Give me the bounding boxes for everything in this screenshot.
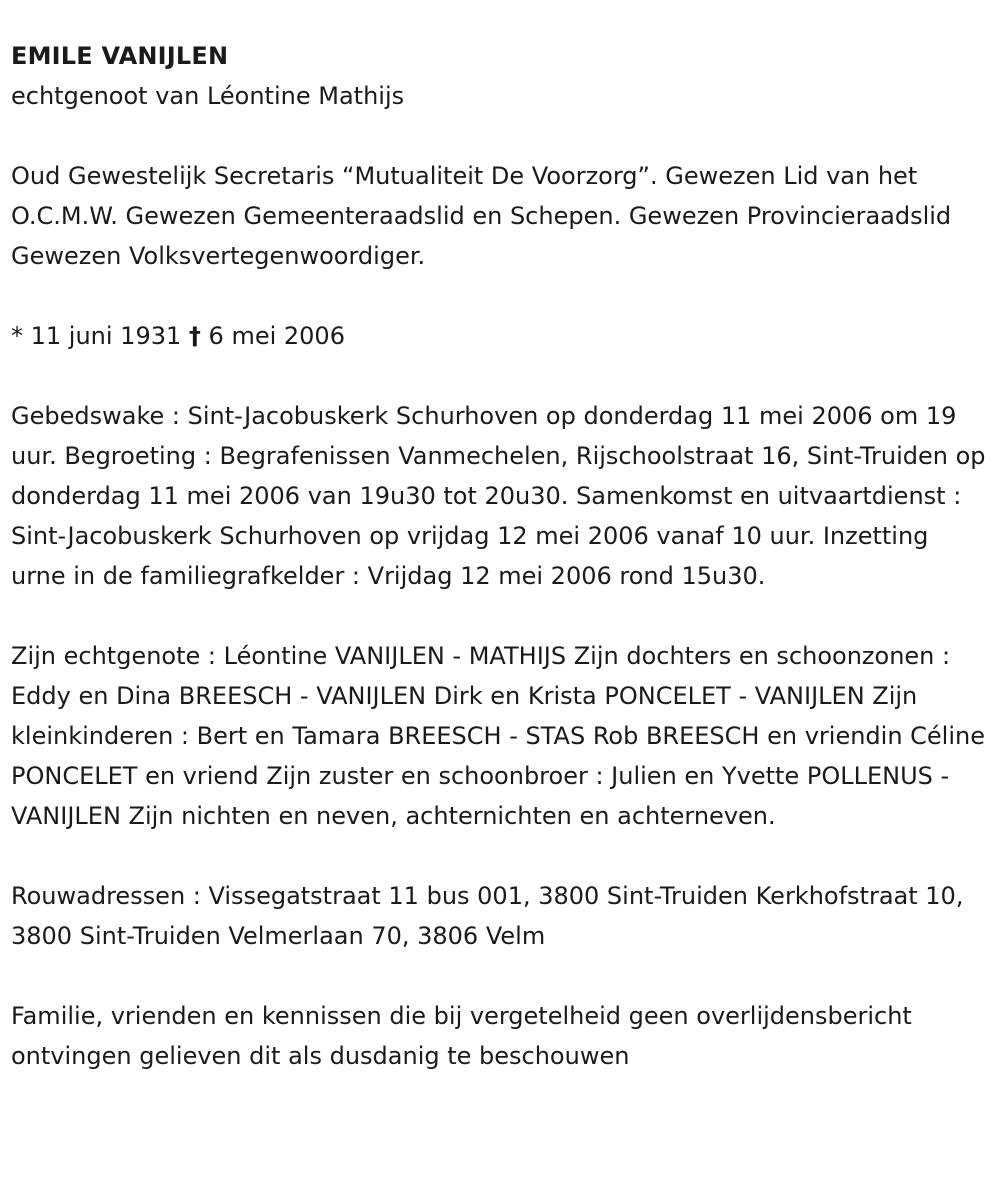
death-date: 6 mei 2006 xyxy=(208,322,345,350)
addresses-paragraph: Rouwadressen : Vissegatstraat 11 bus 001, 3800 Sint-Truiden Kerkhofstraat 10, 3800 Sint-Truiden Velmerlaan 70, 3806 Velm xyxy=(11,882,964,950)
birth-date: * 11 juni 1931 xyxy=(11,322,182,350)
notice-paragraph: Familie, vrienden en kennissen die bij vergetelheid geen overlijdensbericht ontvingen gelieven dit als dusdanig te beschouwen xyxy=(11,1002,912,1070)
ceremony-paragraph: Gebedswake : Sint-Jacobuskerk Schurhoven op donderdag 11 mei 2006 om 19 uur. Begroeting : Begrafenissen Vanmechelen, Rijschoolstraat 16, Sint-Truiden op donderdag 11 mei 2006 van 19u30 tot 20u30. Samenkomst en uitvaartdienst : Sint-Jacobuskerk Schurhoven op vrijdag 12 mei 2006 vanaf 10 uur. Inzetting urne in de familiegrafkelder : Vrijdag 12 mei 2006 rond 15u30. xyxy=(11,402,986,590)
deceased-name: EMILE VANIJLEN xyxy=(11,42,229,70)
cross-icon: † xyxy=(188,322,201,350)
career-paragraph: Oud Gewestelijk Secretaris “Mutualiteit De Voorzorg”. Gewezen Lid van het O.C.M.W. Gewezen Gemeenteraadslid en Schepen. Gewezen Provincieraadslid Gewezen Volksvertegenwoordiger. xyxy=(11,162,952,270)
spouse-line: echtgenoot van Léontine Mathijs xyxy=(11,82,405,110)
life-dates xyxy=(11,316,988,356)
family-paragraph: Zijn echtgenote : Léontine VANIJLEN - MATHIJS Zijn dochters en schoonzonen : Eddy en Dina BREESCH - VANIJLEN Dirk en Krista PONCELET - VANIJLEN Zijn kleinkinderen : Bert en Tamara BREESCH - STAS Rob BREESCH en vriendin Céline PONCELET en vriend Zijn zuster en schoonbroer : Julien en Yvette POLLENUS - VANIJLEN Zijn nichten en neven, achternichten en achterneven. xyxy=(11,642,985,830)
